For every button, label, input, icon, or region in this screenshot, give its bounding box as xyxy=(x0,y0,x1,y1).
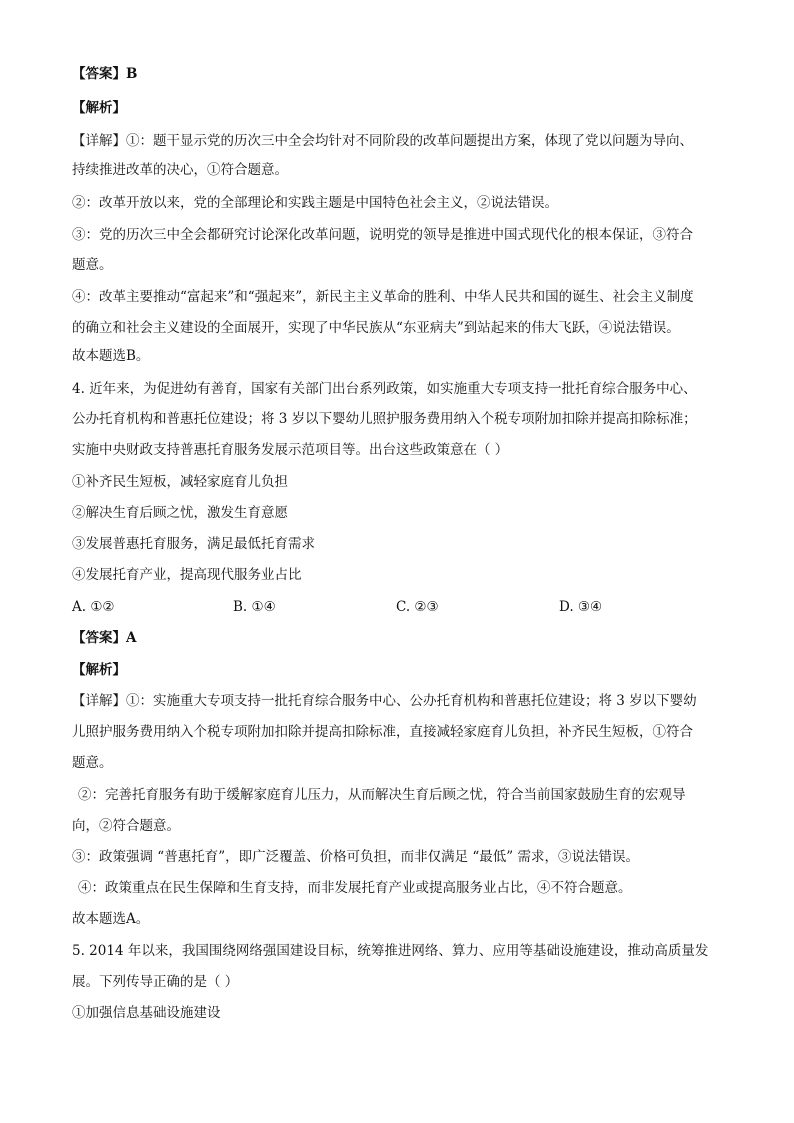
q4-stem-b: 公办托育机构和普惠托位建设；将 3 岁以下婴幼儿照护服务费用纳入个税专项附加扣除并提高扣除标准； xyxy=(72,411,697,427)
q4-detail-3: ③：政策强调 “普惠托育”，即广泛覆盖、价格可负担，而非仅满足 “最低” 需求，③说法错误。 xyxy=(72,849,639,865)
q4-detail-1a: 【详解】①：实施重大专项支持一批托育综合服务中心、公办托育机构和普惠托位建设；将 3 岁以下婴幼 xyxy=(72,693,697,709)
q4-analysis-label: 【解析】 xyxy=(72,662,126,678)
q4-item-1: ①补齐民生短板，减轻家庭育儿负担 xyxy=(72,474,288,490)
q4-detail-4: ④：政策重点在民生保障和生育支持，而非发展托育产业或提高服务业占比，④不符合题意。 xyxy=(78,880,632,896)
q4-stem-a: 4. 近年来，为促进幼有善育，国家有关部门出台系列政策，如实施重大专项支持一批托育综合服务中心、 xyxy=(72,381,697,397)
q4-conclusion: 故本题选A。 xyxy=(72,911,150,927)
q4-stem-c: 实施中央财政支持普惠托育服务发展示范项目等。出台这些政策意在（ ） xyxy=(72,442,509,458)
q4-detail-1b: 儿照护服务费用纳入个税专项附加扣除并提高扣除标准，直接减轻家庭育儿负担，补齐民生短板，①符合 xyxy=(72,724,693,740)
q3-detail-1b: 持续推进改革的决心，①符合题意。 xyxy=(72,162,288,178)
q4-option-a: A. ①② xyxy=(72,599,115,615)
q4-option-d: D. ③④ xyxy=(559,599,603,615)
q3-conclusion: 故本题选B。 xyxy=(72,348,150,364)
q4-detail-2a: ②：完善托育服务有助于缓解家庭育儿压力，从而解决生育后顾之忧，符合当前国家鼓励生育的宏观导 xyxy=(78,787,686,803)
q3-detail-3b: 题意。 xyxy=(72,257,113,273)
q4-item-4: ④发展托育产业，提高现代服务业占比 xyxy=(72,567,302,583)
q3-detail-1a: 【详解】①：题干显示党的历次三中全会均针对不同阶段的改革问题提出方案，体现了党以问题为导向、 xyxy=(72,133,693,149)
q4-detail-2b: 向，②符合题意。 xyxy=(72,818,180,834)
q4-item-2: ②解决生育后顾之忧，激发生育意愿 xyxy=(72,505,288,521)
q3-detail-2: ②：改革开放以来，党的全部理论和实践主题是中国特色社会主义，②说法错误。 xyxy=(72,195,558,211)
q4-item-3: ③发展普惠托育服务，满足最低托育需求 xyxy=(72,536,315,552)
q4-answer: 【答案】A xyxy=(72,630,137,646)
q5-stem-b: 展。下列传导正确的是（ ） xyxy=(72,974,239,990)
q4-detail-1c: 题意。 xyxy=(72,755,113,771)
q4-option-b: B. ①④ xyxy=(233,599,276,615)
q3-detail-4b: 的确立和社会主义建设的全面展开，实现了中华民族从“东亚病夫”到站起来的伟大飞跃，④说法错误。 xyxy=(72,320,680,336)
q5-item-1: ①加强信息基础设施建设 xyxy=(72,1005,221,1021)
q3-detail-4a: ④：改革主要推动“富起来”和“强起来”，新民主主义革命的胜利、中华人民共和国的诞生、社会主义制度 xyxy=(72,289,694,305)
q3-answer: 【答案】B xyxy=(72,66,138,82)
q4-option-c: C. ②③ xyxy=(396,599,439,615)
q5-stem-a: 5. 2014 年以来，我国围绕网络强国建设目标，统筹推进网络、算力、应用等基础设施建设，推动高质量发 xyxy=(72,943,709,959)
q3-analysis-label: 【解析】 xyxy=(72,100,126,116)
q3-detail-3a: ③：党的历次三中全会都研究讨论深化改革问题，说明党的领导是推进中国式现代化的根本保证，③符合 xyxy=(72,227,693,243)
